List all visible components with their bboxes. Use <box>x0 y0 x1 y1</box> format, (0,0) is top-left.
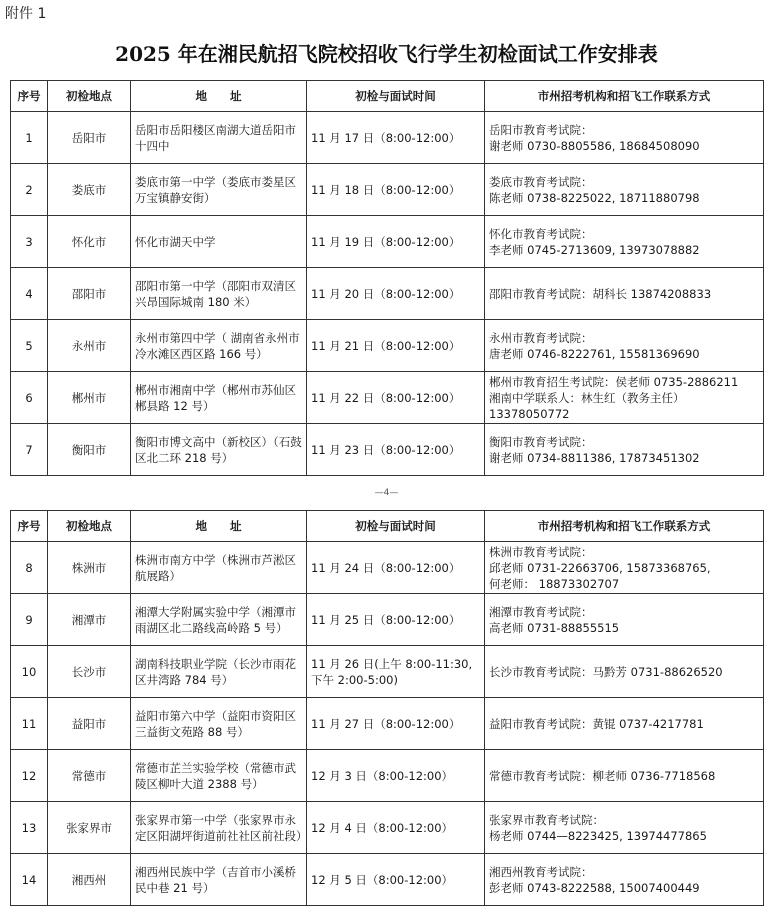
row-location: 长沙市 <box>71 664 107 679</box>
row-time: 11 月 21 日（8:00-12:00） <box>311 338 461 353</box>
row-serial: 3 <box>25 234 33 249</box>
row-location: 张家界市 <box>66 820 112 835</box>
header-contact: 市州招考机构和招飞工作联系方式 <box>485 81 764 112</box>
table-row <box>11 698 764 750</box>
row-serial: 13 <box>21 820 37 835</box>
header-address: 地 址 <box>131 511 307 542</box>
row-address: 岳阳市岳阳楼区南湖大道岳阳市十四中 <box>135 122 296 153</box>
row-location: 株洲市 <box>71 560 107 575</box>
table-body-part-2 <box>11 542 764 906</box>
row-address: 常德市芷兰实验学校（常德市武陵区柳叶大道 2388 号） <box>135 760 296 791</box>
row-serial: 2 <box>25 182 33 197</box>
row-contact: 怀化市教育考试院： 李老师 0745-2713609, 13973078882 <box>489 226 700 257</box>
table-body-part-1 <box>11 112 764 476</box>
row-time: 11 月 22 日（8:00-12:00） <box>311 390 461 405</box>
table-row <box>11 268 764 320</box>
row-contact: 邵阳市教育考试院：胡科长 13874208833 <box>489 286 712 301</box>
table-row <box>11 216 764 268</box>
row-location: 益阳市 <box>71 716 107 731</box>
table-row <box>11 750 764 802</box>
row-time: 11 月 23 日（8:00-12:00） <box>311 442 461 457</box>
row-serial: 5 <box>25 338 33 353</box>
header-serial: 序号 <box>11 81 48 112</box>
row-address: 湘西州民族中学（吉首市小溪桥民中巷 21 号） <box>135 864 296 895</box>
row-contact: 常德市教育考试院：柳老师 0736-7718568 <box>489 768 716 783</box>
row-serial: 7 <box>25 442 33 457</box>
row-location: 常德市 <box>71 768 107 783</box>
row-contact: 岳阳市教育考试院： 谢老师 0730-8805586, 18684508090 <box>489 122 700 153</box>
schedule-table-part-1 <box>10 80 764 476</box>
row-time: 11 月 27 日（8:00-12:00） <box>311 716 461 731</box>
header-time: 初检与面试时间 <box>307 511 485 542</box>
row-contact: 张家界市教育考试院： 杨老师 0744—8223425, 13974477865 <box>489 812 707 843</box>
schedule-table-part-2 <box>10 510 764 906</box>
row-address: 株洲市南方中学（株洲市芦淞区航展路） <box>135 552 296 583</box>
row-serial: 6 <box>25 390 33 405</box>
row-time: 11 月 26 日(上午 8:00-11:30, 下午 2:00-5:00) <box>311 656 473 687</box>
table-header-row <box>11 511 764 542</box>
row-serial: 12 <box>21 768 37 783</box>
attachment-label: 附件 1 <box>5 6 47 22</box>
table-row <box>11 854 764 906</box>
row-time: 12 月 3 日（8:00-12:00） <box>311 768 454 783</box>
header-location: 初检地点 <box>48 511 131 542</box>
row-address: 益阳市第六中学（益阳市资阳区三益街文苑路 88 号） <box>135 708 296 739</box>
page-title: 2025 年在湘民航招飞院校招收飞行学生初检面试工作安排表 <box>115 42 658 66</box>
row-address: 怀化市湖天中学 <box>135 234 216 249</box>
row-serial: 8 <box>25 560 33 575</box>
row-address: 湘潭大学附属实验中学（湘潭市雨湖区北二路线高岭路 5 号） <box>135 604 296 635</box>
row-time: 11 月 25 日（8:00-12:00） <box>311 612 461 627</box>
row-location: 邵阳市 <box>71 286 107 301</box>
row-contact: 郴州市教育招生考试院：侯老师 0735-2886211 湘南中学联系人：林生红（教务主任）13378050772 <box>489 374 739 421</box>
row-address: 永州市第四中学（ 湖南省永州市冷水滩区西区路 166 号） <box>135 330 300 361</box>
row-location: 怀化市 <box>71 234 107 249</box>
row-location: 娄底市 <box>71 182 107 197</box>
row-contact: 衡阳市教育考试院： 谢老师 0734-8811386, 17873451302 <box>489 434 700 465</box>
row-contact: 永州市教育考试院： 唐老师 0746-8222761, 15581369690 <box>489 330 700 361</box>
row-time: 12 月 5 日（8:00-12:00） <box>311 872 454 887</box>
table-header-row <box>11 81 764 112</box>
row-serial: 11 <box>21 716 37 731</box>
row-contact: 株洲市教育考试院： 邱老师 0731-22663706, 15873368765, 何老师： 18873302707 <box>489 544 711 591</box>
table-row <box>11 802 764 854</box>
row-address: 邵阳市第一中学（邵阳市双清区兴昂国际城南 180 米） <box>135 278 296 309</box>
row-time: 11 月 17 日（8:00-12:00） <box>311 130 461 145</box>
row-contact: 娄底市教育考试院： 陈老师 0738-8225022, 18711880798 <box>489 174 700 205</box>
row-address: 张家界市第一中学（张家界市永定区阳湖坪街道前社社区前社段） <box>135 812 308 843</box>
row-location: 衡阳市 <box>71 442 107 457</box>
row-location: 永州市 <box>71 338 107 353</box>
row-location: 湘潭市 <box>71 612 107 627</box>
header-contact: 市州招考机构和招飞工作联系方式 <box>485 511 764 542</box>
row-address: 衡阳市博文高中（新校区）（石鼓区北二环 218 号） <box>135 434 302 465</box>
row-time: 11 月 20 日（8:00-12:00） <box>311 286 461 301</box>
table-row <box>11 372 764 424</box>
row-time: 11 月 24 日（8:00-12:00） <box>311 560 461 575</box>
row-address: 湖南科技职业学院（长沙市雨花区井湾路 784 号） <box>135 656 296 687</box>
header-serial: 序号 <box>11 511 48 542</box>
table-row <box>11 646 764 698</box>
table-row <box>11 164 764 216</box>
row-address: 郴州市湘南中学（郴州市苏仙区郴县路 12 号） <box>135 382 296 413</box>
table-row <box>11 594 764 646</box>
row-time: 11 月 18 日（8:00-12:00） <box>311 182 461 197</box>
row-address: 娄底市第一中学（娄底市娄星区万宝镇静安街） <box>135 174 296 205</box>
row-contact: 湘潭市教育考试院： 高老师 0731-88855515 <box>489 604 620 635</box>
row-serial: 4 <box>25 286 33 301</box>
row-contact: 湘西州教育考试院： 彭老师 0743-8222588, 15007400449 <box>489 864 700 895</box>
table-row <box>11 320 764 372</box>
table-row <box>11 112 764 164</box>
row-contact: 益阳市教育考试院：黄锟 0737-4217781 <box>489 716 704 731</box>
row-serial: 1 <box>25 130 33 145</box>
row-serial: 9 <box>25 612 33 627</box>
row-location: 岳阳市 <box>71 130 107 145</box>
row-serial: 10 <box>21 664 37 679</box>
header-address: 地 址 <box>131 81 307 112</box>
row-location: 郴州市 <box>71 390 107 405</box>
row-contact: 长沙市教育考试院：马黔芳 0731-88626520 <box>489 664 723 679</box>
row-time: 12 月 4 日（8:00-12:00） <box>311 820 454 835</box>
table-row <box>11 542 764 594</box>
header-time: 初检与面试时间 <box>307 81 485 112</box>
table-row <box>11 424 764 476</box>
header-location: 初检地点 <box>48 81 131 112</box>
row-time: 11 月 19 日（8:00-12:00） <box>311 234 461 249</box>
page-number: —4— <box>374 488 399 498</box>
row-serial: 14 <box>21 872 37 887</box>
row-location: 湘西州 <box>71 872 107 887</box>
